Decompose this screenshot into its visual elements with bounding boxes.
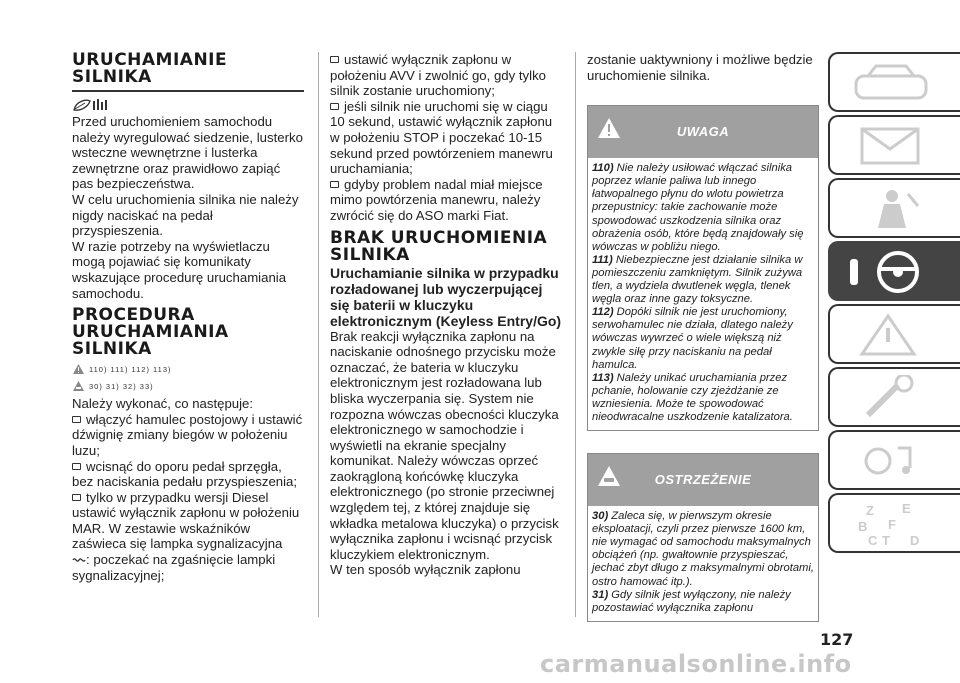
glow-plug-icon	[72, 556, 86, 564]
column-divider	[318, 52, 319, 617]
chapter-tab[interactable]	[828, 367, 960, 427]
paragraph-keyless: Brak reakcji wyłącznika zapłonu na naciskanie odnośnego przycisku może oznaczać, że bateria w kluczyku elektronicznym jest rozładowana lub bliska wyczerpania się. System nie rozpozna wówczas obecności kluczyka elektronicznego w samochodzie i wyświetli na ekranie specjalny komunikat. Należy wówczas oprzeć zaokrągloną końcówkę kluczyka elektronicznego (po stronie przeciwnej względem tej, z której znajduje się wkładka metalowa kluczyka) o przycisk wyłącznika zapłonu i wcisnąć przycisk kluczykiem elektronicznym.	[330, 328, 559, 562]
note-item	[592, 372, 814, 424]
note-text: Dopóki silnik nie jest uruchomiony, serwohamulec nie działa, dlatego należy wówczas wywrzeć o wiele większą niż zwykle siłę przy naciskaniu na pedał hamulca.	[592, 306, 793, 371]
note-number: 30)	[592, 510, 609, 523]
paragraph-display-messages: W razie potrzeby na wyświetlaczu mogą pojawiać się komunikaty wskazujące procedurę uruchamiania samochodu.	[72, 238, 287, 301]
caution-car-icon	[72, 380, 85, 392]
warning-body	[588, 158, 818, 430]
index-letter: D	[910, 533, 920, 547]
checkbox-bullet-icon	[72, 416, 81, 423]
column-2	[330, 52, 562, 578]
chapter-tab[interactable]	[828, 493, 960, 553]
paragraph-no-accelerator: W celu uruchomienia silnika nie należy nigdy naciskać na pedał przyspieszenia.	[72, 191, 299, 239]
note-number: 111)	[592, 253, 613, 266]
caution-refs-row	[72, 378, 304, 394]
chapter-tab[interactable]	[828, 430, 960, 490]
icon-row	[72, 97, 304, 113]
checkbox-bullet-icon	[72, 494, 81, 501]
paragraph-continued: W ten sposób wyłącznik zapłonu	[330, 562, 521, 578]
note-number: 112)	[592, 306, 614, 319]
chapter-tab[interactable]	[828, 241, 960, 301]
subheading-keyless: Uruchamianie silnika w przypadku rozładowanej lub wyczerpującej się baterii w kluczyku elektronicznym (Keyless Entry/Go)	[330, 264, 562, 329]
heading-engine-not-starting: BRAK URUCHOMIENIA SILNIKA	[330, 227, 548, 265]
checkbox-bullet-icon	[72, 463, 81, 470]
heading-rule	[72, 90, 304, 92]
warning-triangle-icon	[72, 363, 85, 375]
warning-refs-row	[72, 361, 304, 377]
index-letter: Z	[866, 503, 874, 518]
caution-body	[588, 506, 818, 621]
list-item: ustawić wyłącznik zapłonu w położeniu AVV i zwolnić go, gdy tylko silnik zostanie uruchomiony;	[330, 52, 547, 99]
index-letter: T	[882, 533, 890, 547]
heading-starting-engine: URUCHAMIANIE SILNIKA	[72, 50, 228, 87]
paragraph-steps-intro: Należy wykonać, co następuje:	[72, 396, 254, 412]
checkbox-bullet-icon	[330, 56, 339, 63]
chapter-tab[interactable]	[828, 304, 960, 364]
chapter-tab[interactable]	[828, 52, 960, 112]
note-item	[592, 510, 814, 589]
chapter-tab[interactable]	[828, 115, 960, 175]
note-number: 113)	[592, 371, 614, 384]
note-text: Zaleca się, w pierwszym okresie eksploatacji, czyli przez pierwsze 1600 km, nie wymagać od samochodu maksymalnych obciążeń (np. gwałtownie przyspieszać, jechać zbyt długo z maksymalnymi obrotami, ostro hamować itp.).	[592, 510, 814, 588]
list-item: tylko w przypadku wersji Diesel ustawić wyłącznik zapłonu w położeniu MAR. W zestawie wskaźników zaświeca się lampka sygnalizacyjna : poczekać na zgaśnięcie lampki sygnalizacyjnej;	[72, 489, 300, 583]
index-letter: C	[868, 533, 878, 547]
heading-starting-procedure: PROCEDURA URUCHAMIANIA SILNIKA	[72, 305, 229, 360]
checkbox-bullet-icon	[330, 103, 339, 110]
note-item	[592, 254, 814, 306]
note-text: Nie należy usiłować włączać silnika poprzez wlanie paliwa lub innego łatwopalnego płynu do wlotu powietrza przepustnicy: takie zachowanie może spowodować uszkodzenia silnika oraz obrażenia osób, które będą znajdowały się wówczas w pobliżu niego.	[592, 162, 804, 253]
warning-header	[588, 106, 818, 158]
note-item	[592, 306, 814, 371]
warning-box	[587, 105, 819, 431]
list-item: włączyć hamulec postojowy i ustawić dźwignię zmiany biegów w położeniu luzu;	[72, 411, 303, 458]
green-leaf-icon	[72, 98, 112, 112]
note-number: 31)	[592, 588, 609, 601]
index-letter: B	[858, 519, 868, 534]
watermark: carmanualsonline.info	[540, 650, 852, 678]
list-item: gdyby problem nadal miał miejsce mimo powtórzenia manewru, należy zwrócić się do ASO marki Fiat.	[330, 176, 543, 223]
warning-refs: 110) 111) 112) 113)	[89, 364, 172, 374]
intro-paragraph: Przed uruchomieniem samochodu należy wyregulować siedzenie, lusterko wsteczne wewnętrzne i lusterka zewnętrzne oraz prawidłowo zapiąć pas bezpieczeństwa.	[72, 114, 303, 192]
index-letter: F	[888, 517, 896, 532]
column-1	[72, 52, 304, 583]
note-text: Niebezpieczne jest działanie silnika w pomieszczeniu zamkniętym. Silnik zużywa tlen, a wydziela dwutlenek węgla, tlenek węgla oraz inne gazy toksyczne.	[592, 253, 803, 306]
column-3	[587, 52, 819, 622]
note-text: Należy unikać uruchamiania przez pchanie, holowanie czy zjeżdżanie ze wzniesienia. Może te spowodować nieodwracalne uszkodzenie katalizatora.	[592, 371, 793, 423]
caution-refs: 30) 31) 32) 33)	[89, 381, 154, 391]
checkbox-bullet-icon	[330, 181, 339, 188]
chapter-tab[interactable]	[828, 178, 960, 238]
note-item	[592, 589, 814, 615]
caution-title: OSTRZEŻENIE	[654, 472, 752, 488]
column-divider	[575, 52, 576, 617]
chapter-tabs	[828, 52, 960, 556]
list-item: wcisnąć do oporu pedał sprzęgła, bez naciskania pedału przyspieszenia;	[72, 458, 298, 490]
caution-box	[587, 453, 819, 622]
note-text: Gdy silnik jest wyłączony, nie należy pozostawiać wyłącznika zapłonu	[592, 588, 791, 614]
list-item: jeśli silnik nie uruchomi się w ciągu 10 sekund, ustawić wyłącznik zapłonu w położeniu STOP i poczekać 10-15 sekund przed powtórzeniem manewru uruchamiania;	[330, 98, 553, 177]
page-number: 127	[820, 630, 854, 649]
caution-header	[588, 454, 818, 506]
index-letter: E	[902, 501, 911, 516]
note-number: 110)	[592, 162, 614, 175]
warning-title: UWAGA	[676, 124, 730, 140]
paragraph-continuation: zostanie uaktywniony i możliwe będzie uruchomienie silnika.	[587, 52, 813, 83]
note-item	[592, 162, 814, 254]
